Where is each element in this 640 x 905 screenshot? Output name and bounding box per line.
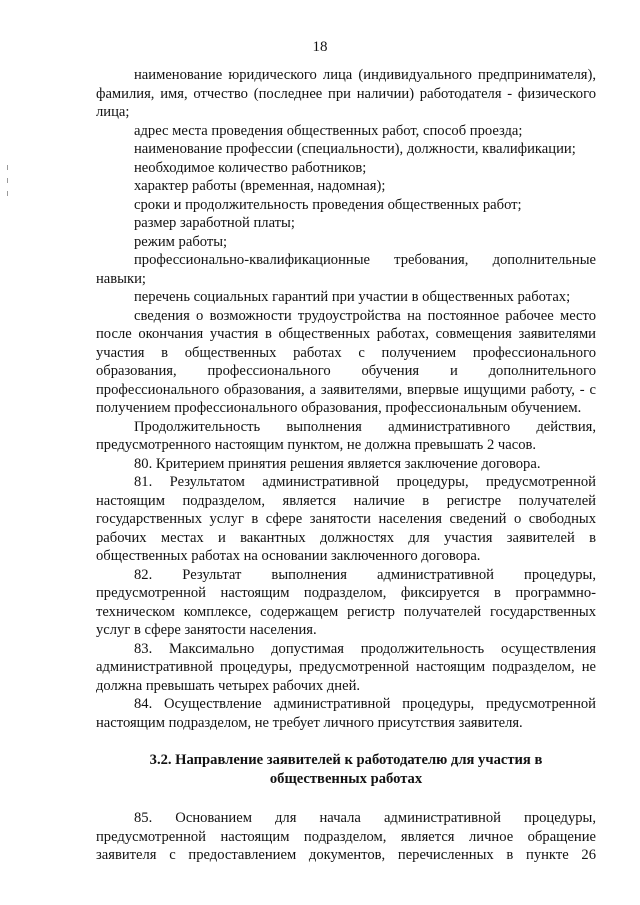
paragraph: адрес места проведения общественных работ, способ проезда; [134,122,523,139]
paragraph: сроки и продолжительность проведения общественных работ; [134,196,522,213]
paragraph: 81. Результатом административной процедуры, предусмотренной настоящим подразделом, является наличие в регистре получателей государственных услуг в сфере занятости населения сведений о свободных рабочих местах и вакантных должностях для участия заявителей в общественных работах на основании заключенного договора. [96,474,596,564]
paragraph: 84. Осуществление административной процедуры, предусмотренной настоящим подразделом, не требует личного присутствия заявителя. [96,696,596,731]
paragraph: наименование юридического лица (индивидуального предпринимателя), фамилия, имя, отчество (последнее при наличии) работодателя - физического лица; [96,67,596,120]
page-number: 18 [312,39,328,55]
paragraph: размер заработной платы; [134,215,295,231]
document-body [96,66,596,865]
paragraph: Продолжительность выполнения административного действия, предусмотренного настоящим пунктом, не должна превышать 2 часов. [96,418,596,453]
paragraph: 85. Основанием для начала административной процедуры, предусмотренной настоящим подразделом, является личное обращение заявителя с предоставлением документов, перечисленных в пункте 26 [96,810,596,863]
paragraph: профессионально-квалификационные требования, дополнительные навыки; [96,252,596,287]
paragraph: 80. Критерием принятия решения является заключение договора. [134,455,541,472]
paragraph: 83. Максимально допустимая продолжительность осуществления административной процедуры, предусмотренной настоящим подразделом, не должна превышать четырех рабочих дней. [96,640,596,694]
paragraph: наименование профессии (специальности), должности, квалификации; [134,141,576,157]
paragraph: перечень социальных гарантий при участии в общественных работах; [134,289,571,305]
paragraph: 82. Результат выполнения административной процедуры, предусмотренной настоящим подразделом, фиксируется в программно-техническом комплексе, содержащем регистр получателей государственных услуг в сфере занятости населения. [96,566,596,638]
paragraph: режим работы; [134,233,228,250]
paragraph: сведения о возможности трудоустройства на постоянное рабочее место после окончания участия в общественных работах, совмещения заявителями участия в общественных работах с получением профессионального образования, профессионального обучения и дополнительного профессионального образования, а заявителями, впервые ищущими работу, - с получением профессионального образования, профессиональным обучением. [96,307,596,416]
paragraph: необходимое количество работников; [134,159,367,176]
section-heading [96,751,596,789]
section-heading-line: 3.2. Направление заявителей к работодателю для участия в [149,752,543,768]
paragraph: характер работы (временная, надомная); [134,178,386,194]
margin-marks [7,165,9,205]
section-heading-line: общественных работах [269,771,423,787]
